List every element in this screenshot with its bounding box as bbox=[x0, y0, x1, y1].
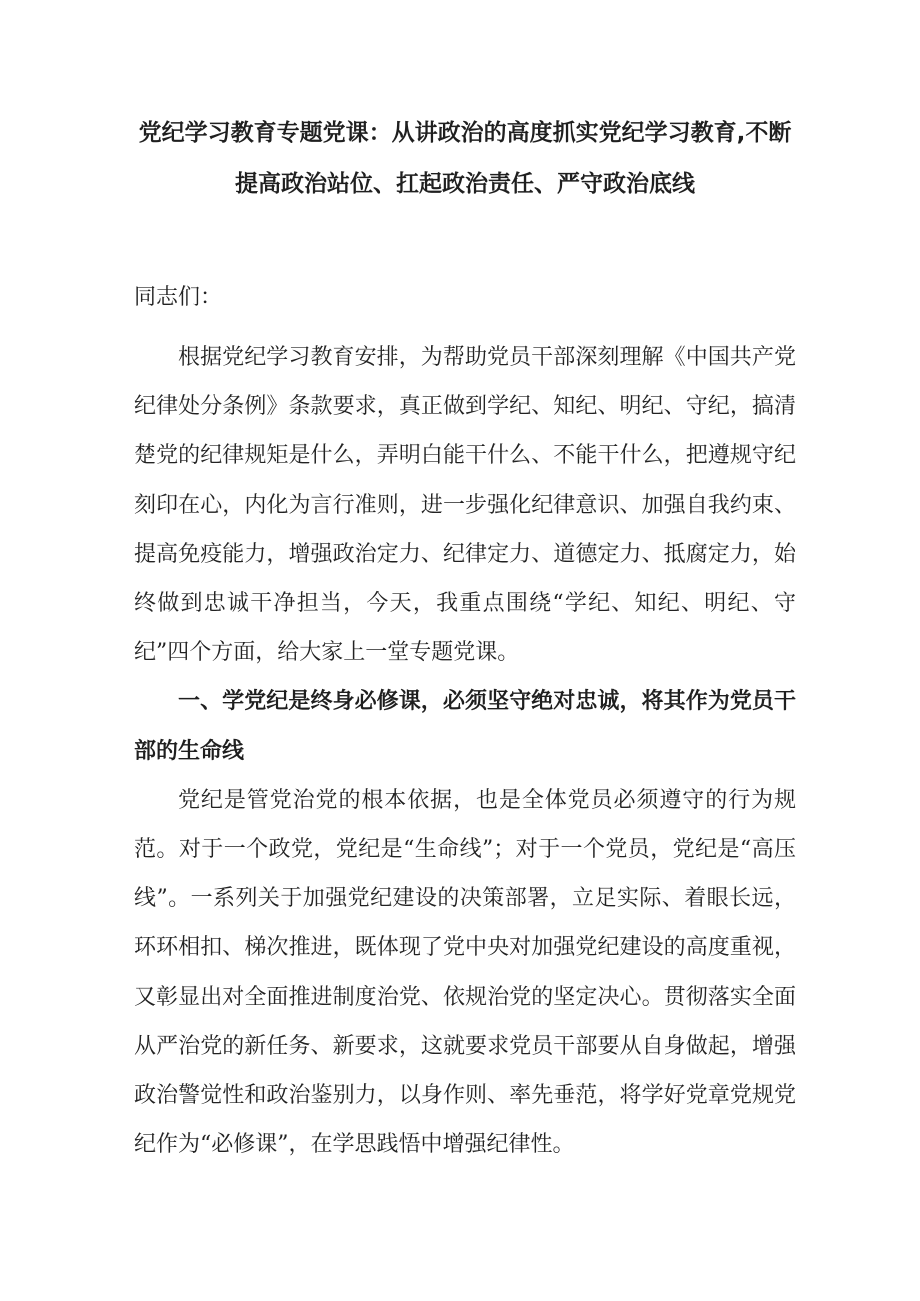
section-1-body: 党纪是管党治党的根本依据，也是全体党员必须遵守的行为规范。对于一个政党，党纪是“生命线”；对于一个党员，党纪是“高压线”。一系列关于加强党纪建设的决策部署，立足实际、着眼长远，环环相扣、梯次推进，既体现了党中央对加强党纪建设的高度重视，又彰显出对全面推进制度治党、依规治党的坚定决心。贯彻落实全面从严治党的新任务、新要求，这就要求党员干部要从自身做起，增强政治警觉性和政治鉴别力，以身作则、率先垂范，将学好党章党规党纪作为“必修课”，在学思践悟中增强纪律性。 bbox=[134, 787, 796, 1158]
section-1-heading: 一、学党纪是终身必修课，必须坚守绝对忠诚，将其作为党员干部的生命线 bbox=[134, 689, 796, 764]
document-title: 党纪学习教育专题党课：从讲政治的高度抓实党纪学习教育,不断提高政治站位、扛起政治责任、严守政治底线 bbox=[138, 120, 792, 197]
intro-paragraph: 根据党纪学习教育安排，为帮助党员干部深刻理解《中国共产党纪律处分条例》条款要求，真正做到学纪、知纪、明纪、守纪，搞清楚党的纪律规矩是什么，弄明白能干什么、不能干什么，把遵规守纪刻印在心，内化为言行准则，进一步强化纪律意识、加强自我约束、提高免疫能力，增强政治定力、纪律定力、道德定力、抵腐定力，始终做到忠诚干净担当，今天，我重点围绕“学纪、知纪、明纪、守纪”四个方面，给大家上一堂专题党课。 bbox=[134, 345, 796, 666]
salutation: 同志们： bbox=[134, 285, 223, 310]
